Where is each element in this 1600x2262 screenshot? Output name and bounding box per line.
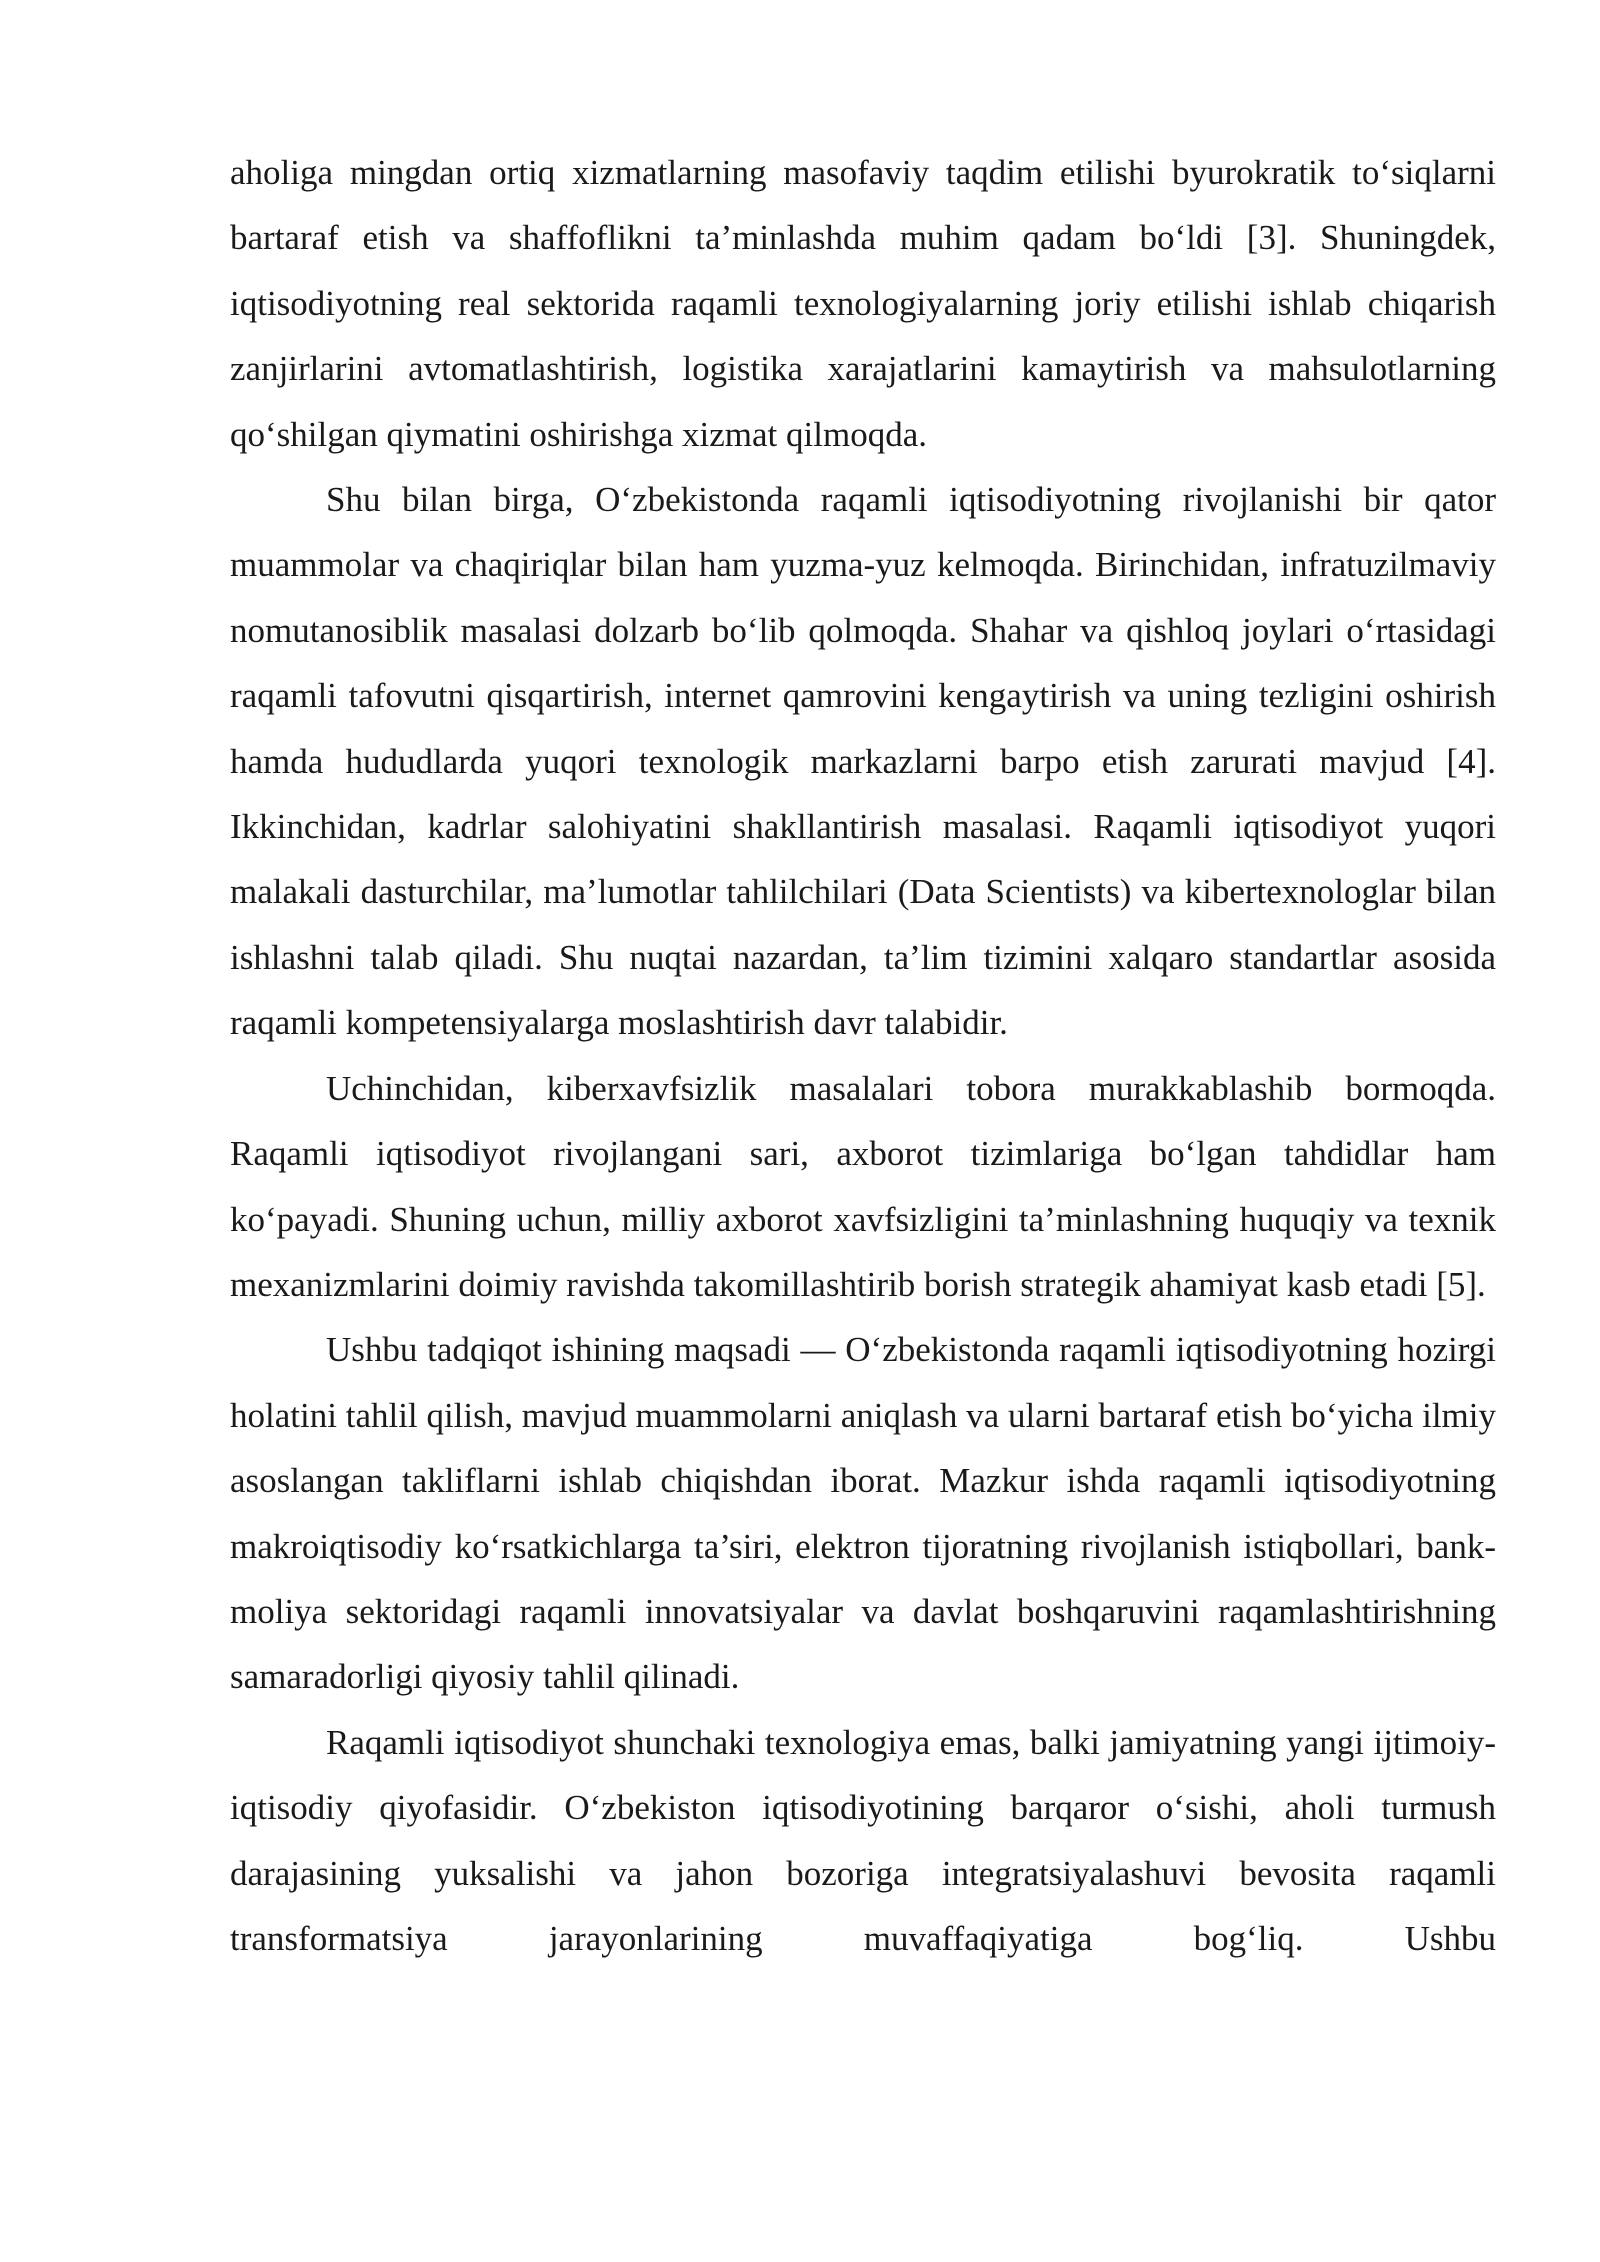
paragraph-4: Ushbu tadqiqot ishining maqsadi — O‘zbekistonda raqamli iqtisodiyotning hozirgi holatini tahlil qilish, mavjud muammolarni aniqlash va ularni bartaraf etish bo‘yicha ilmiy asoslangan takliflarni ishlab chiqishdan iborat. Mazkur ishda raqamli iqtisodiyotning makroiqtisodiy ko‘rsatkichlarga ta’siri, elektron tijoratning rivojlanish istiqbollari, bank-moliya sektoridagi raqamli innovatsiyalar va davlat boshqaruvini raqamlashtirishning samaradorligi qiyosiy tahlil qilinadi. <box>230 1330 1496 1697</box>
paragraph-5: Raqamli iqtisodiyot shunchaki texnologiya emas, balki jamiyatning yangi ijtimoiy-iqtisodiy qiyofasidir. O‘zbekiston iqtisodiyotining barqaror o‘sishi, aholi turmush darajasining yuksalishi va jahon bozoriga integratsiyalashuvi bevosita raqamli transformatsiya jarayonlarining muvaffaqiyatiga bog‘liq. Ushbu <box>230 1722 1496 1958</box>
paragraph-1: aholiga mingdan ortiq xizmatlarning masofaviy taqdim etilishi byurokratik to‘siqlarni bartaraf etish va shaffoflikni ta’minlashda muhim qadam bo‘ldi [3]. Shuningdek, iqtisodiyotning real sektorida raqamli texnologiyalarning joriy etilishi ishlab chiqarish zanjirlarini avtomatlashtirish, logistika xarajatlarini kamaytirish va mahsulotlarning qo‘shilgan qiymatini oshirishga xizmat qilmoqda. <box>230 153 1496 454</box>
paragraph-3: Uchinchidan, kiberxavfsizlik masalalari tobora murakkablashib bormoqda. Raqamli iqtisodiyot rivojlangani sari, axborot tizimlariga bo‘lgan tahdidlar ham ko‘payadi. Shuning uchun, milliy axborot xavfsizligini ta’minlashning huquqiy va texnik mexanizmlarini doimiy ravishda takomillashtirib borish strategik ahamiyat kasb etadi [5]. <box>230 1068 1496 1304</box>
paragraph-2: Shu bilan birga, O‘zbekistonda raqamli iqtisodiyotning rivojlanishi bir qator muammolar va chaqiriqlar bilan ham yuzma-yuz kelmoqda. Birinchidan, infratuzilmaviy nomutanosiblik masalasi dolzarb bo‘lib qolmoqda. Shahar va qishloq joylari o‘rtasidagi raqamli tafovutni qisqartirish, internet qamrovini kengaytirish va uning tezligini oshirish hamda hududlarda yuqori texnologik markazlarni barpo etish zarurati mavjud [4]. Ikkinchidan, kadrlar salohiyatini shakllantirish masalasi. Raqamli iqtisodiyot yuqori malakali dasturchilar, ma’lumotlar tahlilchilari (Data Scientists) va kibertexnologlar bilan ishlashni talab qiladi. Shu nuqtai nazardan, ta’lim tizimini xalqaro standartlar asosida raqamli kompetensiyalarga moslashtirish davr talabidir. <box>230 480 1496 1043</box>
document-page <box>230 140 1496 1971</box>
